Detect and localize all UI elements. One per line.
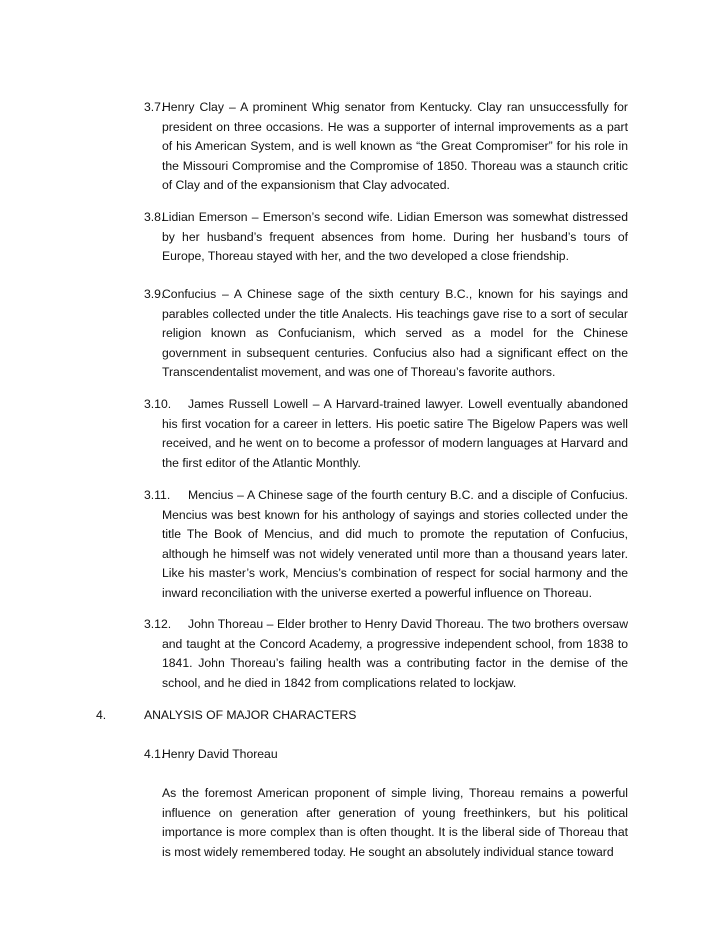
subsection-heading	[144, 745, 628, 765]
entry-text: Lidian Emerson – Emerson’s second wife. Lidian Emerson was somewhat distressed by her husband’s frequent absences from home. During her husband’s tours of Europe, Thoreau stayed with her, and the two developed a close friendship.	[162, 210, 628, 264]
entry-text: John Thoreau – Elder brother to Henry David Thoreau. The two brothers oversaw and taught at the Concord Academy, a progressive independent school, from 1838 to 1841. John Thoreau’s failing health was a contributing factor in the demise of the school, and he died in 1842 from complications related to lockjaw.	[162, 617, 628, 690]
entry-text: James Russell Lowell – A Harvard-trained lawyer. Lowell eventually abandoned his first vocation for a career in letters. His poetic satire The Bigelow Papers was well received, and he went on to become a professor of modern languages at Harvard and the first editor of the Atlantic Monthly.	[162, 397, 628, 470]
body-paragraph: As the foremost American proponent of simple living, Thoreau remains a powerful influence on generation after generation of young freethinkers, but his political importance is more complex than is often thought. It is the liberal side of Thoreau that is most widely remembered today. He sought an absolutely individual stance toward	[162, 786, 628, 859]
entry-number: 3.12.	[144, 617, 172, 631]
entry-text: Mencius – A Chinese sage of the fourth century B.C. and a disciple of Confucius. Mencius was best known for his anthology of sayings and stories collected under the title The Book of Mencius, and did much to promote the reputation of Confucius, although he himself was not widely venerated until more than a thousand years later. Like his master’s work, Mencius’s combination of respect for social harmony and the inward reconciliation with the universe exerted a powerful influence on Thoreau.	[162, 488, 628, 600]
entry-number: 3.9.	[144, 287, 165, 301]
entry-text: Confucius – A Chinese sage of the sixth century B.C., known for his sayings and parables collected under the title Analects. His teachings gave rise to a sort of secular religion known as Confucianism, which served as a model for the Chinese government in subsequent centuries. Confucius also had a significant effect on the Transcendentalist movement, and was one of Thoreau’s favorite authors.	[162, 287, 628, 380]
subsection-title: Henry David Thoreau	[162, 747, 278, 761]
subsection-number: 4.1.	[144, 747, 165, 761]
entry-number: 3.11.	[144, 488, 171, 502]
entry-confucius	[144, 285, 628, 383]
entry-james-russell-lowell	[144, 395, 628, 473]
entry-john-thoreau	[144, 615, 628, 693]
entry-lidian-emerson	[144, 208, 628, 267]
entry-number: 3.10.	[144, 397, 172, 411]
section-heading	[96, 706, 636, 726]
entry-mencius	[144, 486, 628, 604]
section-title: ANALYSIS OF MAJOR CHARACTERS	[144, 708, 357, 722]
entry-number: 3.8.	[144, 210, 165, 224]
entry-henry-clay	[144, 98, 628, 196]
entry-text: Henry Clay – A prominent Whig senator from Kentucky. Clay ran unsuccessfully for president on three occasions. He was a supporter of internal improvements as a part of his American System, and is well known as “the Great Compromiser” for his role in the Missouri Compromise and the Compromise of 1850. Thoreau was a staunch critic of Clay and of the expansionism that Clay advocated.	[162, 100, 628, 193]
section-number: 4.	[96, 708, 107, 722]
entry-number: 3.7.	[144, 100, 165, 114]
